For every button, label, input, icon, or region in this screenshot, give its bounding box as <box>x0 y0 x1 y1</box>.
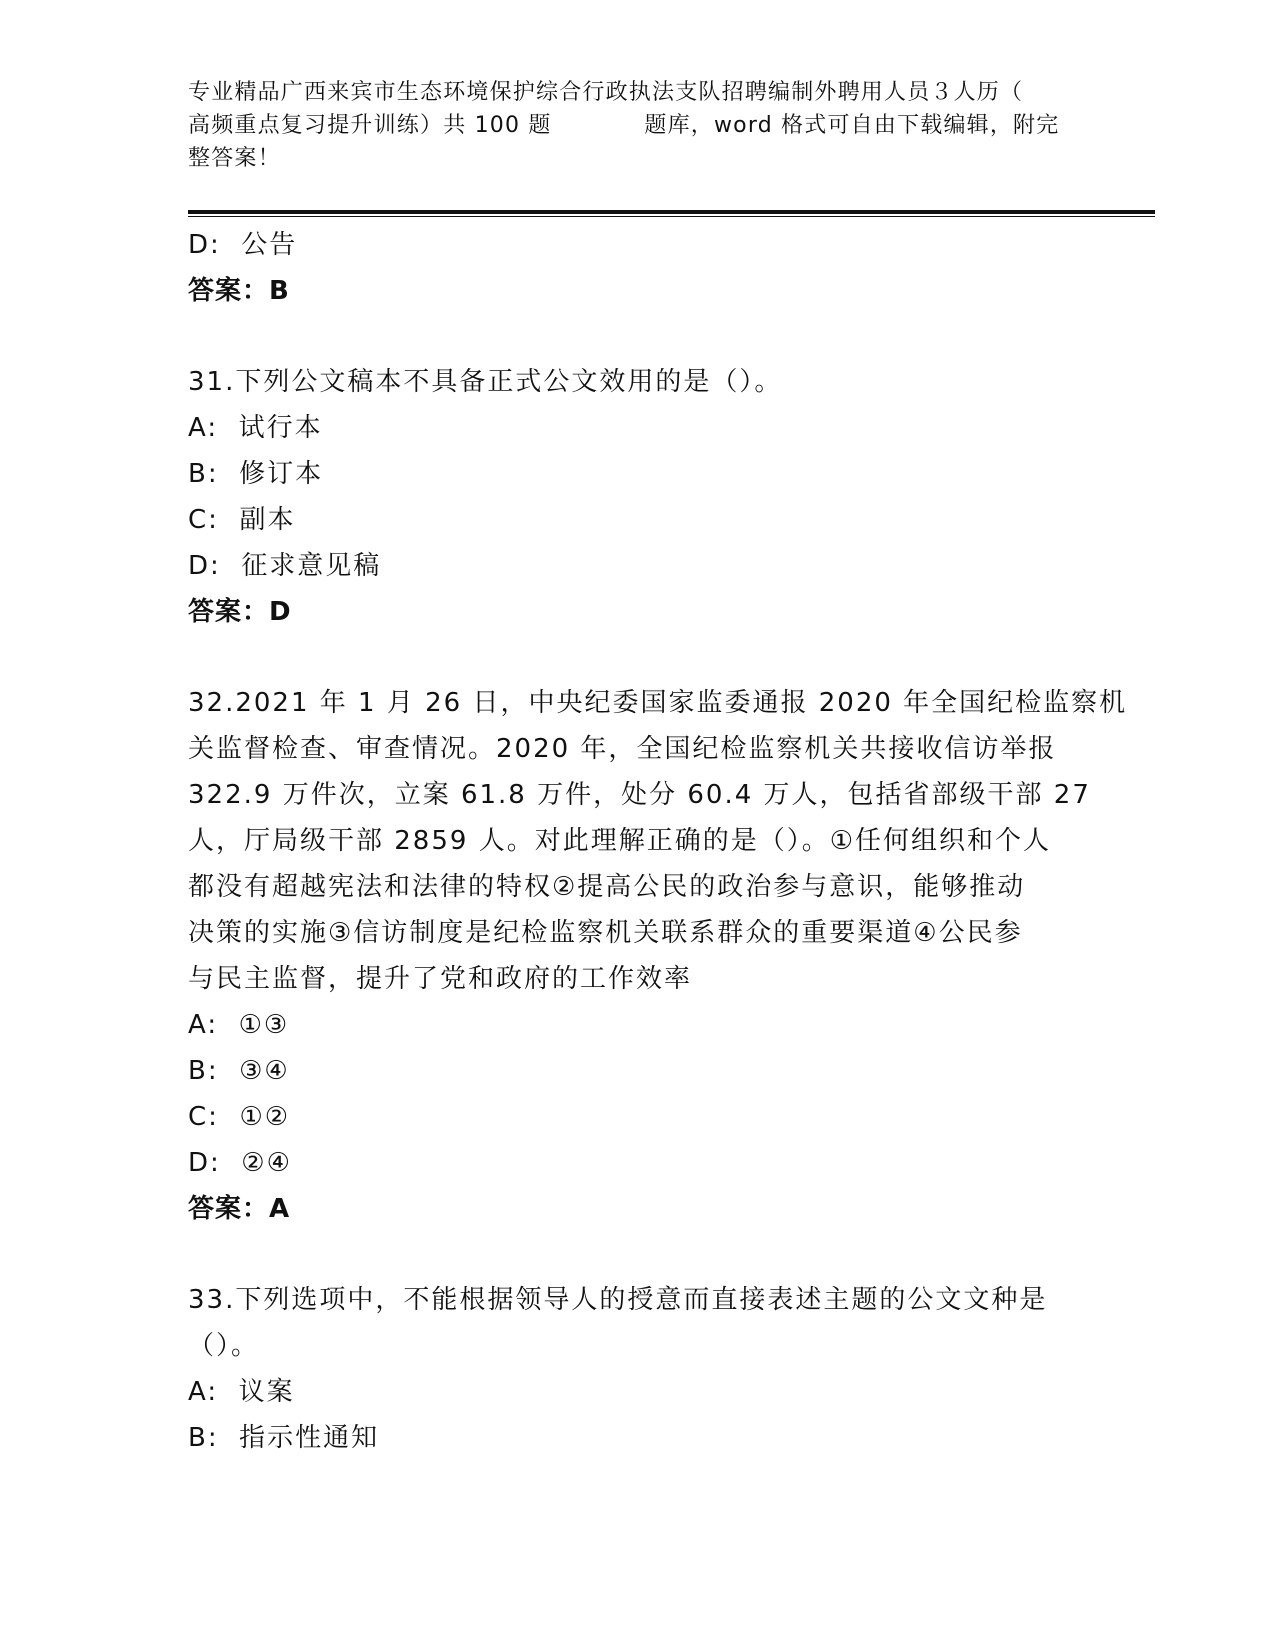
option-a: A: 议案 <box>188 1377 295 1407</box>
option-c: C: 副本 <box>188 505 296 535</box>
question-stem-line: 人，厅局级干部 2859 人。对此理解正确的是（）。①任何组织和个人 <box>188 826 1052 856</box>
spacer <box>188 314 1088 359</box>
question-31 <box>188 359 1088 635</box>
option-d: D: ②④ <box>188 1148 292 1178</box>
question-stem-line: 与民主监督，提升了党和政府的工作效率 <box>188 964 693 994</box>
header-line-3: 整答案！ <box>188 146 281 171</box>
option-b: B: ③④ <box>188 1056 290 1086</box>
question-stem-line: 都没有超越宪法和法律的特权②提高公民的政治参与意识，能够推动 <box>188 872 1026 902</box>
question-stem-line: 33.下列选项中，不能根据领导人的授意而直接表述主题的公文文种是 <box>188 1285 1048 1315</box>
option-c: C: ①② <box>188 1102 291 1132</box>
option-a: A: 试行本 <box>188 413 323 443</box>
answer: 答案：D <box>188 597 292 627</box>
header-line-1: 专业精品广西来宾市生态环境保护综合行政执法支队招聘编制外聘用人员３人历（ <box>188 80 1024 105</box>
prev-option-d: D: 公告 <box>188 230 298 260</box>
option-a: A: ①③ <box>188 1010 290 1040</box>
option-d: D: 征求意见稿 <box>188 551 382 581</box>
header-divider-thick <box>188 210 1155 214</box>
header-line-2: 高频重点复习提升训练）共 100 题 题库，word 格式可自由下载编辑，附完 <box>188 113 1060 138</box>
question-stem-line: （）。 <box>188 1331 260 1361</box>
question-stem-line: 决策的实施③信访制度是纪检监察机关联系群众的重要渠道④公民参 <box>188 918 1023 948</box>
question-32 <box>188 680 1128 1232</box>
document-header <box>188 76 1078 175</box>
option-b: B: 指示性通知 <box>188 1423 380 1453</box>
spacer <box>188 1232 1088 1277</box>
question-stem: 31.下列公文稿本不具备正式公文效用的是（）。 <box>188 367 783 397</box>
question-stem-line: 322.9 万件次，立案 61.8 万件，处分 60.4 万人，包括省部级干部 27 <box>188 780 1091 810</box>
question-stem-line: 关监督检查、审查情况。2020 年，全国纪检监察机关共接收信访举报 <box>188 734 1057 764</box>
spacer <box>188 635 1088 680</box>
question-list <box>188 222 1128 1461</box>
question-stem-line: 32.2021 年 1 月 26 日，中央纪委国家监委通报 2020 年全国纪检监察机 <box>188 688 1128 718</box>
header-divider-thin <box>188 216 1155 217</box>
question-33 <box>188 1277 1088 1461</box>
option-b: B: 修订本 <box>188 459 324 489</box>
answer: 答案：A <box>188 1194 291 1224</box>
prev-answer: 答案：B <box>188 276 290 306</box>
